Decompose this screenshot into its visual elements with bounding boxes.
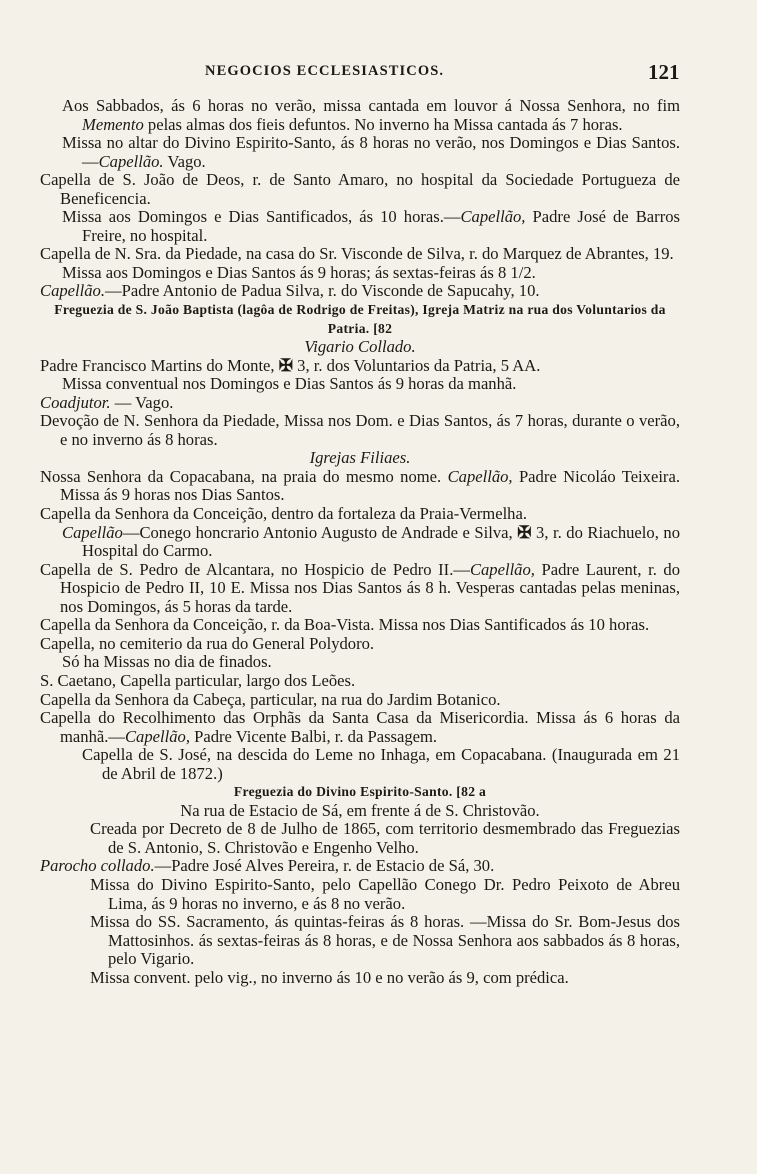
section-heading-sao-joao-baptista: Freguezia de S. João Baptista (lagôa de Rodrigo de Freitas), Igreja Matriz na rua dos Voluntarios da Patria. [82 xyxy=(54,302,666,336)
cross-icon: ✠ xyxy=(517,522,532,542)
entry-capella-boa-vista: Capella da Senhora da Conceição, r. da Boa-Vista. Missa nos Dias Santificados ás 10 horas. xyxy=(40,615,650,635)
entry-missa-conventual: Missa conventual nos Domingos e Dias Santos ás 9 horas da manhã. xyxy=(62,374,517,394)
entry-senhora-da-cabeca: Capella da Senhora da Cabeça, particular, na rua do Jardim Botanico. xyxy=(40,689,501,709)
entry-capellao-andrade: Capellão—Conego honcrario Antonio Augusto de Andrade e Silva, ✠ 3, r. do Riachuelo, no Hospital do Carmo. xyxy=(62,522,680,561)
entry-capella-cemiterio: Capella, no cemiterio da rua do General Polydoro. xyxy=(40,633,375,653)
entry-capella-piedade: Capella de N. Sra. da Piedade, na casa do Sr. Visconde de Silva, r. do Marquez de Abrantes, 19. xyxy=(40,244,674,264)
entry-padre-martins: Padre Francisco Martins do Monte, ✠ 3, r. dos Voluntarios da Patria, 5 AA. xyxy=(40,355,541,375)
entry-parocho-collado: Parocho collado.—Padre José Alves Pereira, r. de Estacio de Sá, 30. xyxy=(40,856,495,876)
entry-copacabana: Nossa Senhora da Copacabana, na praia do mesmo nome. Capellão, Padre Nicoláo Teixeira. Missa ás 9 horas nos Dias Santos. xyxy=(40,466,680,505)
entry-sao-caetano: S. Caetano, Capella particular, largo dos Leões. xyxy=(40,670,356,690)
page-body xyxy=(40,97,680,987)
entry-coadjutor: Coadjutor. — Vago. xyxy=(40,392,174,412)
entry-capella-conceicao-fortaleza: Capella da Senhora da Conceição, dentro da fortaleza da Praia-Vermelha. xyxy=(40,504,527,524)
entry-devocao-piedade: Devoção de N. Senhora da Piedade, Missa nos Dom. e Dias Santos, ás 7 horas, durante o verão, e no inverno ás 8 horas. xyxy=(40,411,680,449)
entry-capella-sao-jose: Capella de S. José, na descida do Leme no Inhaga, em Copacabana. (Inaugurada em 21 de Abril de 1872.) xyxy=(82,745,680,783)
entry-capella-sao-joao-de-deos: Capella de S. João de Deos, r. de Santo Amaro, no hospital da Sociedade Portugueza de Beneficencia. xyxy=(40,170,680,208)
entry-capellao-padua: Capellão.—Padre Antonio de Padua Silva, r. do Visconde de Sapucahy, 10. xyxy=(40,281,540,301)
subheading-igrejas-filiaes: Igrejas Filiaes. xyxy=(309,448,411,468)
running-title: NEGOCIOS ECCLESIASTICOS. xyxy=(205,63,445,79)
page-number: 121 xyxy=(648,60,680,84)
entry-sabbados-mass: Aos Sabbados, ás 6 horas no verão, missa cantada em louvor á Nossa Senhora, no fim Memento pelas almas dos fieis defuntos. No inverno ha Missa cantada ás 7 horas. xyxy=(62,96,680,134)
entry-rua-estacio: Na rua de Estacio de Sá, em frente á de S. Christovão. xyxy=(180,800,540,820)
entry-capella-sao-pedro: Capella de S. Pedro de Alcantara, no Hospicio de Pedro II.—Capellão, Padre Laurent, r. do Hospicio de Pedro II, 10 E. Missa nos Dias Santos ás 8 h. Vesperas cantadas pelas meninas, nos Domingos, ás 5 horas da tarde. xyxy=(40,559,680,616)
entry-missa-divino-espirito-santo: Missa do Divino Espirito-Santo, pelo Capellão Conego Dr. Pedro Peixoto de Abreu Lima, ás 9 horas no inverno, e ás 8 no verão. xyxy=(90,874,680,913)
entry-missa-convent: Missa convent. pelo vig., no inverno ás 10 e no verão ás 9, com prédica. xyxy=(90,967,569,987)
entry-creada-decreto: Creada por Decreto de 8 de Julho de 1865, com territorio desmembrado das Freguezias de S. Antonio, S. Christovão e Engenho Velho. xyxy=(90,819,680,857)
entry-missa-sextas: Missa aos Domingos e Dias Santos ás 9 horas; ás sextas-feiras ás 8 1/2. xyxy=(62,262,536,282)
entry-espirito-santo-altar: Missa no altar do Divino Espirito-Santo, ás 8 horas no verão, nos Domingos e Dias Santos.—Capellão. Vago. xyxy=(62,133,680,171)
cross-icon: ✠ xyxy=(278,355,293,375)
entry-recolhimento-orphas: Capella do Recolhimento das Orphãs da Santa Casa da Misericordia. Missa ás 6 horas da manhã.—Capellão, Padre Vicente Balbi, r. da Passagem. xyxy=(40,708,680,746)
subheading-vigario-collado: Vigario Collado. xyxy=(304,337,416,357)
entry-missas-finados: Só ha Missas no dia de finados. xyxy=(62,652,272,672)
entry-missa-dias-santificados: Missa aos Domingos e Dias Santificados, ás 10 horas.—Capellão, Padre José de Barros Freire, no hospital. xyxy=(62,207,680,245)
page-header xyxy=(0,60,757,86)
section-heading-espirito-santo: Freguezia do Divino Espirito-Santo. [82 a xyxy=(233,784,487,800)
entry-missa-ss-sacramento: Missa do SS. Sacramento, ás quintas-feiras ás 8 horas. —Missa do Sr. Bom-Jesus dos Mattosinhos. ás sextas-feiras ás 8 horas, e de Nossa Senhora aos sabbados ás 8 horas, pelo Vigario. xyxy=(90,912,680,969)
